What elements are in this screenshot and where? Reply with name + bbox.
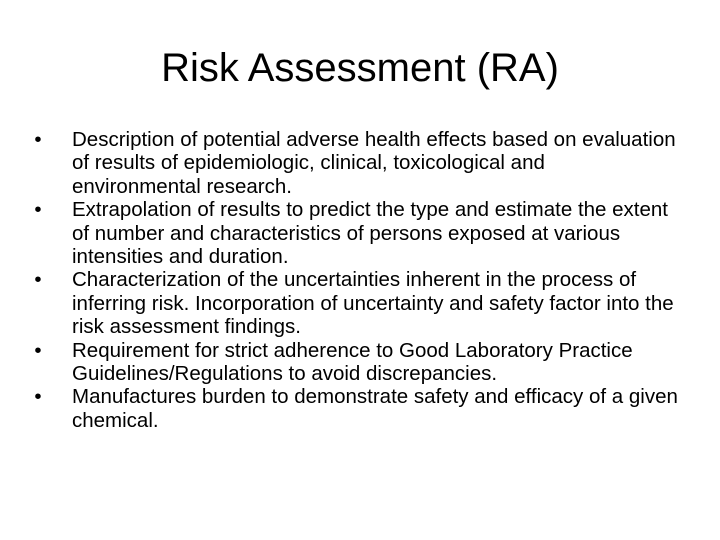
bullet-text: Manufactures burden to demonstrate safety and efficacy of a given chemical. [72, 385, 678, 432]
bullet-item [28, 385, 678, 432]
bullet-icon: • [34, 385, 42, 409]
bullet-text: Extrapolation of results to predict the type and estimate the extent of number and characteristics of persons exposed at various intensities and duration. [72, 198, 668, 269]
bullet-item [28, 268, 678, 338]
bullet-text: Requirement for strict adherence to Good Laboratory Practice Guidelines/Regulations to avoid discrepancies. [72, 338, 633, 386]
bullet-item [28, 198, 678, 268]
bullet-list [28, 128, 678, 432]
bullet-icon: • [34, 198, 42, 222]
bullet-icon: • [34, 268, 42, 292]
slide-title: Risk Assessment (RA) [161, 46, 559, 90]
bullet-text: Description of potential adverse health effects based on evaluation of results of epidemiologic, clinical, toxicological and environmental research. [72, 128, 676, 198]
bullet-icon: • [34, 338, 42, 362]
bullet-text: Characterization of the uncertainties inherent in the process of inferring risk. Incorporation of uncertainty and safety factor into the risk assessment findings. [72, 268, 674, 339]
bullet-item [28, 128, 678, 198]
bullet-icon: • [34, 128, 42, 151]
bullet-item [28, 339, 678, 386]
